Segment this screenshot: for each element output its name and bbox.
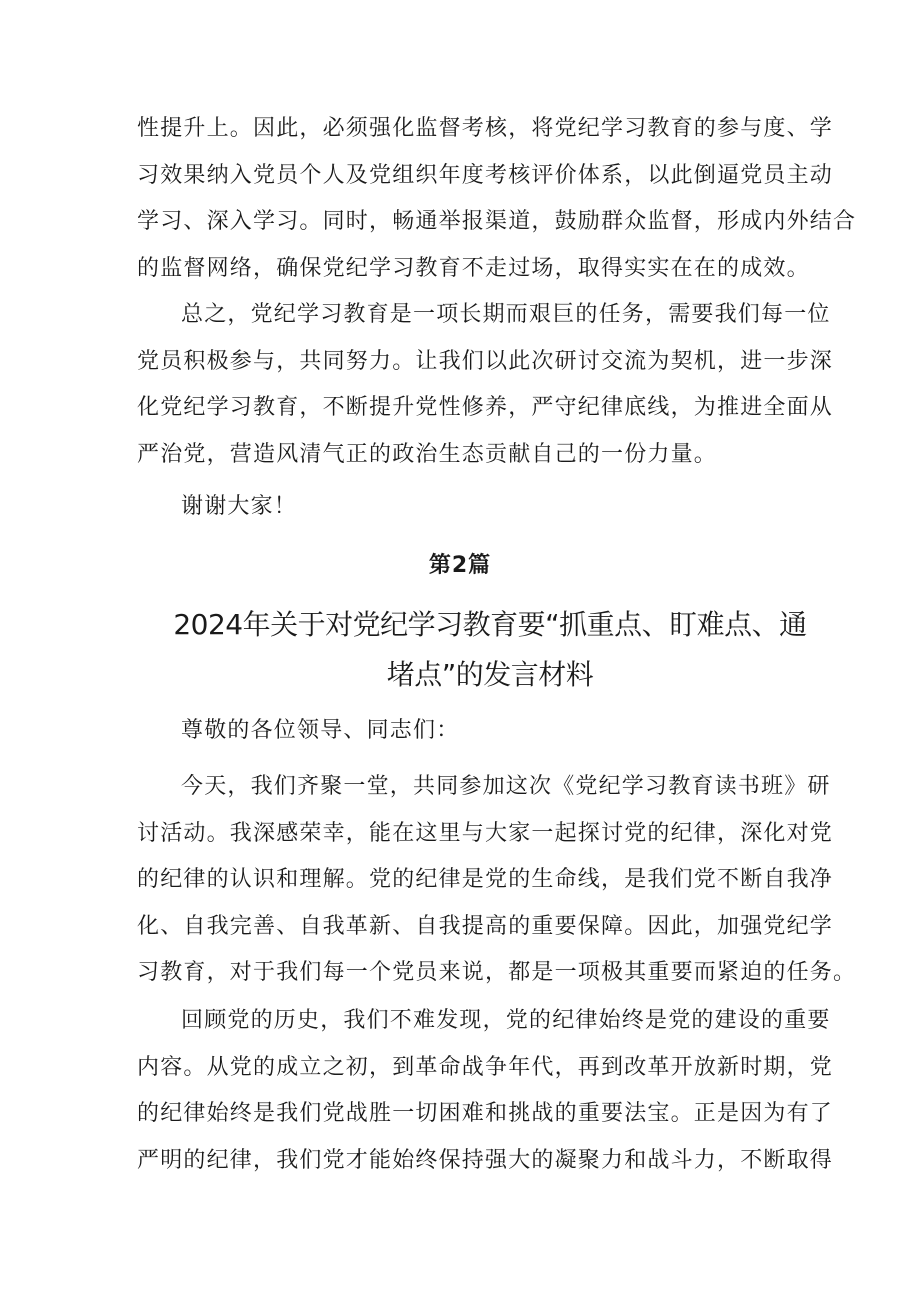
text-line: 的监督网络，确保党纪学习教育不走过场，取得实实在在的成效。 <box>137 255 810 281</box>
text-line: 的纪律的认识和理解。党的纪律是党的生命线，是我们党不断自我净 <box>137 867 834 892</box>
title-line: 2024年关于对党纪学习教育要“抓重点、盯难点、通 <box>173 608 807 641</box>
text-line: 回顾党的历史，我们不难发现，党的纪律始终是党的建设的重要 <box>181 1008 831 1033</box>
text-line: 今天，我们齐聚一堂，共同参加这次《党纪学习教育读书班》研 <box>181 774 831 799</box>
text-line: 内容。从党的成立之初，到革命战争年代，再到改革开放新时期，党 <box>137 1054 834 1080</box>
paragraph-supervision <box>137 106 857 292</box>
text-line: 的纪律始终是我们党战胜一切困难和挑战的重要法宝。正是因为有了 <box>137 1101 834 1126</box>
text-line: 总之，党纪学习教育是一项长期而艰巨的任务，需要我们每一位 <box>181 302 831 327</box>
article-title <box>150 600 830 700</box>
text-line: 尊敬的各位领导、同志们： <box>181 718 460 743</box>
text-line: 严明的纪律，我们党才能始终保持强大的凝聚力和战斗力，不断取得 <box>137 1147 834 1173</box>
text-line: 讨活动。我深感荣幸，能在这里与大家一起探讨党的纪律，深化对党 <box>137 820 834 846</box>
section-number: 第2篇 <box>428 553 492 578</box>
paragraph-history <box>137 998 834 1184</box>
paragraph-greeting <box>137 708 797 755</box>
paragraph-thanks <box>137 484 797 531</box>
text-line: 习教育，对于我们每一个党员来说，都是一项极其重要而紧迫的任务。 <box>137 960 857 985</box>
text-line: 化党纪学习教育，不断提升党性修养，严守纪律底线，为推进全面从 <box>137 395 834 420</box>
paragraph-opening <box>137 764 857 997</box>
text-line: 党员积极参与，共同努力。让我们以此次研讨交流为契机，进一步深 <box>137 348 834 374</box>
paragraph-conclusion <box>137 292 834 478</box>
text-line: 严治党，营造风清气正的政治生态贡献自己的一份力量。 <box>137 441 718 467</box>
text-line: 谢谢大家！ <box>181 494 298 519</box>
text-line: 化、自我完善、自我革新、自我提高的重要保障。因此，加强党纪学 <box>137 913 834 939</box>
text-line: 性提升上。因此，必须强化监督考核，将党纪学习教育的参与度、学 <box>137 116 834 141</box>
title-line: 堵点”的发言材料 <box>386 658 594 691</box>
text-line: 学习、深入学习。同时，畅通举报渠道，鼓励群众监督，形成内外结合 <box>137 209 857 234</box>
text-line: 习效果纳入党员个人及党组织年度考核评价体系，以此倒逼党员主动 <box>137 162 834 188</box>
